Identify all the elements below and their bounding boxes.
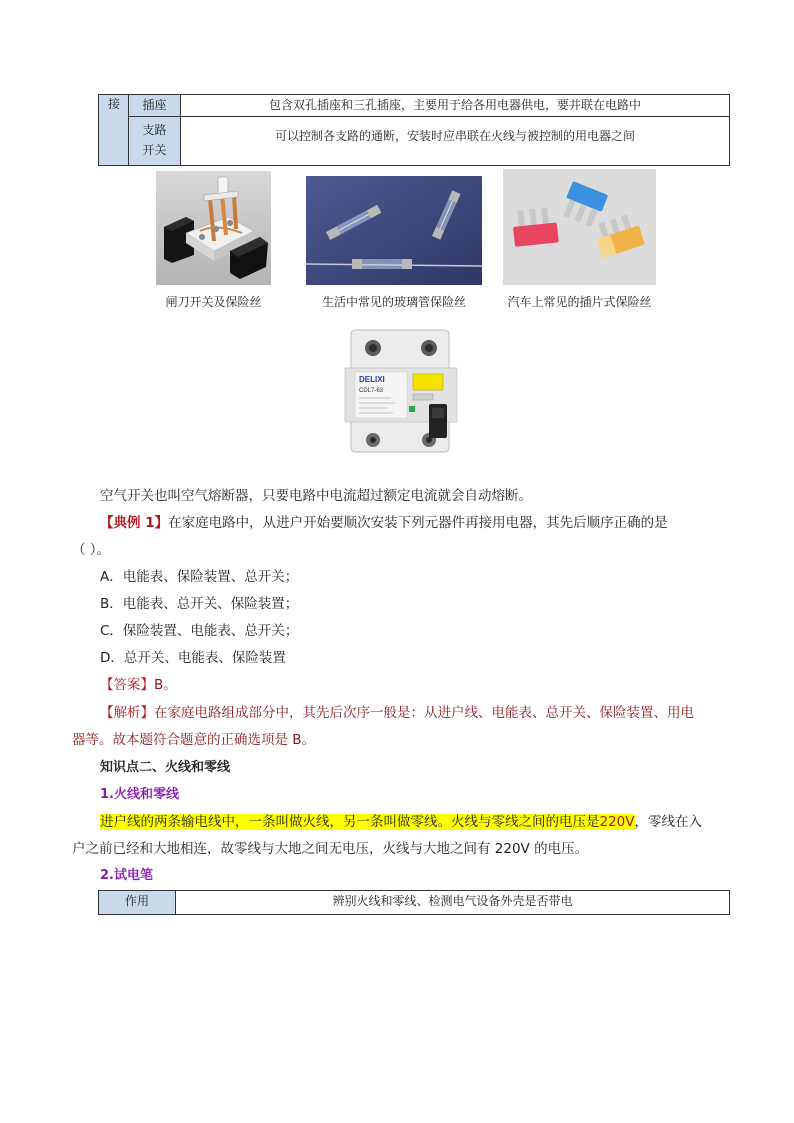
voltage-value: 220V [599,814,635,830]
side-cell [99,95,129,165]
highlighted-text: 进户线的两条输电线中，一条叫做火线，另一条叫做零线。火线与零线之间的电压是 [100,814,600,830]
component-table [98,94,730,166]
example-question-line1 [100,511,668,531]
option-a: A．电能表、保险装置、总开关； [100,569,299,585]
example-question: 在家庭电路中，从进户开始要顺次安装下列元器件再接用电器，其先后顺序正确的是 [168,515,668,531]
air-switch-text: 空气开关也叫空气熔断器，只要电路中电流超过额定电流就会自动熔断。 [100,488,532,504]
example-tag: 【典例 1】 [100,515,169,531]
caption-blade-fuse: 汽车上常见的插片式保险丝 [507,295,652,309]
cell-socket-desc: 包含双孔插座和三孔插座，主要用于给各用电器供电，要并联在电路中 [181,95,729,117]
paragraph-line1 [100,810,702,830]
analysis-text: 在家庭电路组成部分中，其先后次序一般是：从进户线、电能表、总开关、保险装置、用电 [154,705,694,721]
option-d: D．总开关、电能表、保险装置 [100,650,286,666]
answer-line [100,673,177,693]
cell-socket-name: 插座 [129,95,181,117]
function-desc: 辨别火线和零线、检测电气设备外壳是否带电 [332,894,573,908]
side-label: 接 [108,97,121,111]
option-c: C．保险装置、电能表、总开关； [100,623,299,639]
cell-switch-name-line2: 开关 [142,143,167,157]
paragraph-rest: ，零线在入 [634,814,703,830]
option-b: B．电能表、总开关、保险装置； [100,596,299,612]
paragraph-line2: 户之前已经和大地相连，故零线与大地之间无电压，火线与大地之间有 220V 的电压。 [72,841,589,857]
cell-switch-name [129,117,181,165]
section-heading-1: 1.火线和零线 [100,787,179,802]
test-pen-table [98,890,730,915]
knowledge-point-2: 知识点二、火线和零线 [100,760,231,775]
answer-value: B。 [154,677,177,693]
section-heading-2: 2.试电笔 [100,868,153,883]
cell-switch-name-line1: 支路 [142,123,167,137]
cell-switch-desc: 可以控制各支路的通断，安装时应串联在火线与被控制的用电器之间 [274,129,635,143]
breaker-brand: DELIXI [359,375,385,384]
analysis-line1 [100,701,694,721]
caption-knife-switch: 闸刀开关及保险丝 [165,295,262,309]
analysis-line2: 器等。故本题符合题意的正确选项是 B。 [72,732,316,748]
answer-tag: 【答案】 [100,677,154,693]
example-blank: （ ）。 [72,542,111,558]
air-breaker-photo [337,326,465,456]
analysis-tag: 【解析】 [100,705,154,721]
caption-glass-fuse: 生活中常见的玻璃管保险丝 [321,295,466,309]
glass-fuse-photo [306,176,482,285]
function-label: 作用 [99,891,176,914]
knife-switch-photo [156,171,271,285]
blade-fuse-photo [503,169,656,285]
breaker-model: CDL7-63 [359,388,384,394]
